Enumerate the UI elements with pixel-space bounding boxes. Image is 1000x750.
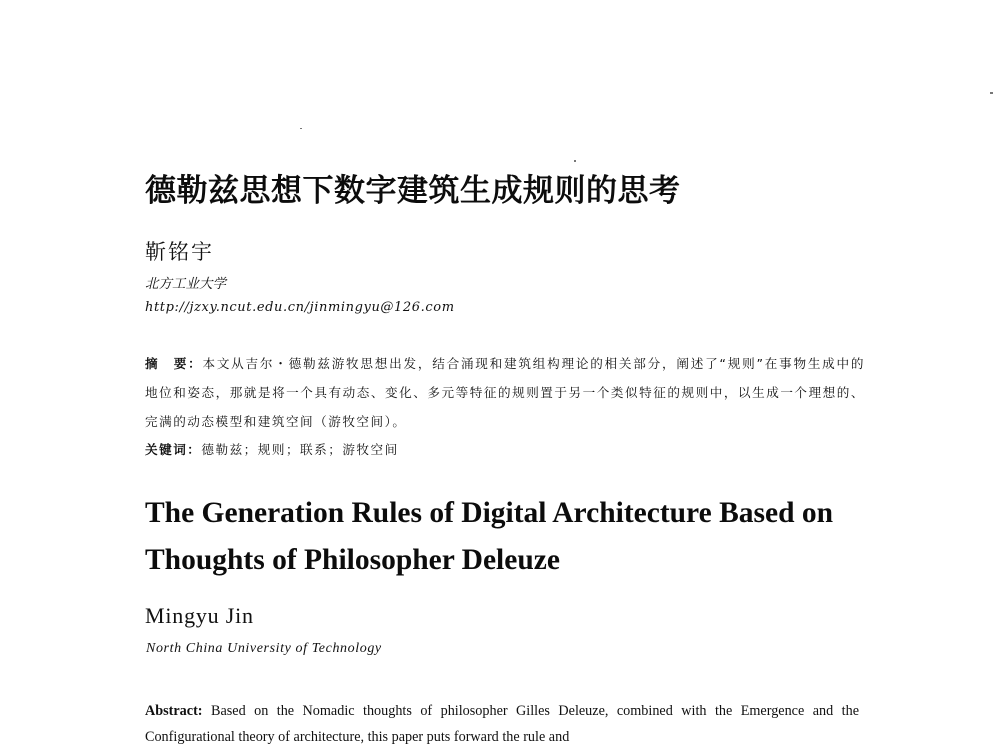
scan-speck <box>574 160 576 162</box>
scan-speck <box>990 92 993 94</box>
english-affiliation: North China University of Technology <box>146 641 382 656</box>
english-abstract-text: Based on the Nomadic thoughts of philosopher Gilles Deleuze, combined with the Emergence and the Configurational theory of architecture, this paper puts forward the rule and <box>145 703 860 745</box>
english-abstract-label: Abstract: <box>145 703 203 719</box>
english-abstract <box>145 698 859 750</box>
chinese-abstract-label: 摘 要： <box>145 356 203 371</box>
chinese-keywords <box>145 439 399 458</box>
chinese-abstract <box>145 349 865 436</box>
author-url: http://jzxy.ncut.edu.cn/jinmingyu@126.com <box>145 300 455 315</box>
scan-speck <box>300 128 302 129</box>
english-title: The Generation Rules of Digital Architecture Based on Thoughts of Philosopher Deleuze <box>145 497 834 576</box>
chinese-keywords-text: 德勒兹；规则；联系；游牧空间 <box>201 442 399 457</box>
chinese-abstract-text: 本文从吉尔・德勒兹游牧思想出发，结合涌现和建筑组构理论的相关部分，阐述了“规则”在事物生成中的地位和姿态，那就是将一个具有动态、变化、多元等特征的规则置于另一个类似特征的规则中，以生成一个理想的、完满的动态模型和建筑空间（游牧空间）。 <box>145 356 865 429</box>
english-author: Mingyu Jin <box>145 603 254 628</box>
chinese-author: 靳铭宇 <box>145 240 214 264</box>
chinese-affiliation: 北方工业大学 <box>145 276 226 292</box>
chinese-keywords-label: 关键词： <box>145 442 202 457</box>
chinese-title: 德勒兹思想下数字建筑生成规则的思考 <box>145 173 681 209</box>
